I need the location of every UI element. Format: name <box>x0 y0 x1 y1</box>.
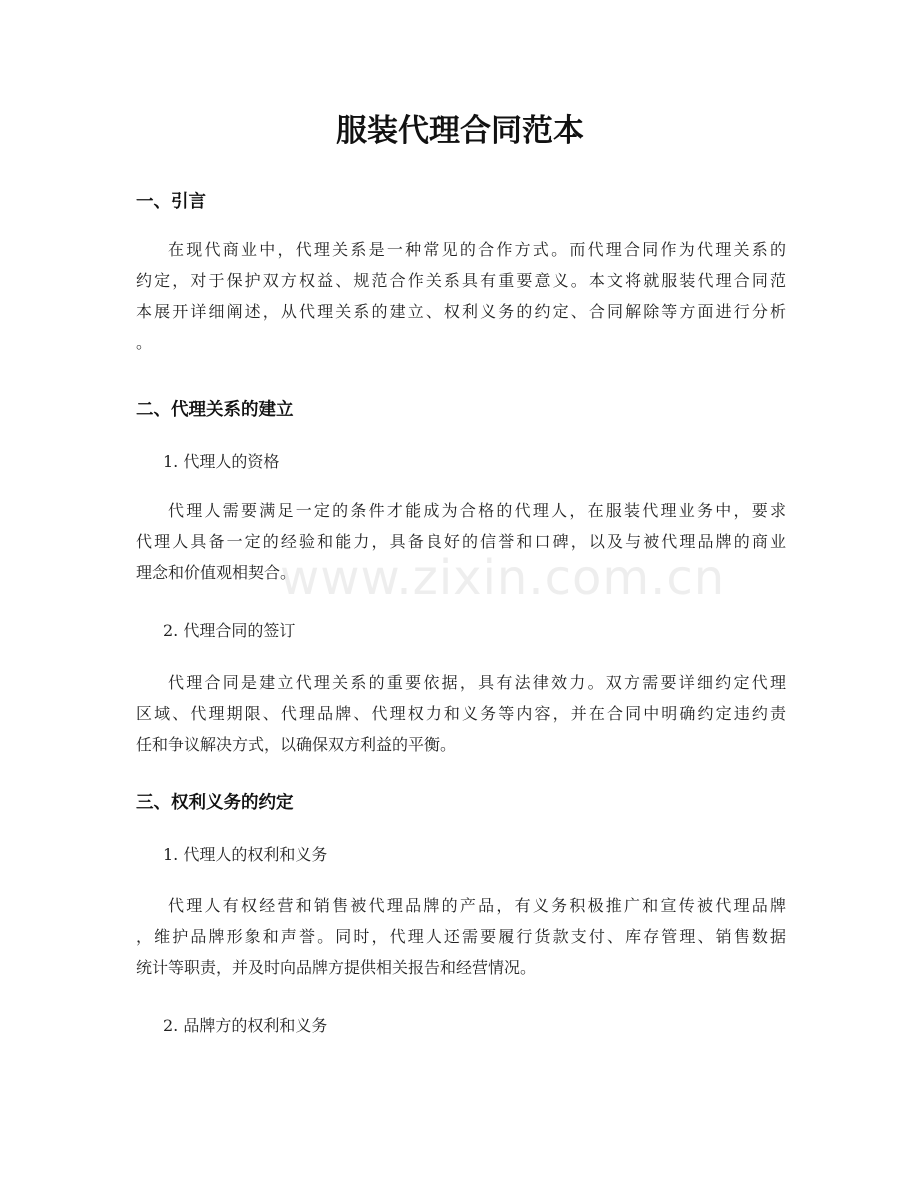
paragraph-line: 本展开详细阐述，从代理关系的建立、权利义务的约定、合同解除等方面进行分析 <box>136 302 786 321</box>
subsection-heading-agent-rights: 1. 代理人的权利和义务 <box>163 845 328 864</box>
paragraph-line: 。 <box>136 333 153 352</box>
paragraph-line: 在现代商业中，代理关系是一种常见的合作方式。而代理合同作为代理关系的 <box>168 240 786 259</box>
subsection-heading-agent-qualification: 1. 代理人的资格 <box>163 452 280 471</box>
section-heading-agency-establishment: 二、代理关系的建立 <box>136 400 294 420</box>
subsection-paragraph-contract-signing <box>136 667 786 760</box>
paragraph-line: 统计等职责，并及时向品牌方提供相关报告和经营情况。 <box>136 958 537 977</box>
section-heading-rights-obligations: 三、权利义务的约定 <box>136 793 294 813</box>
paragraph-line: 任和争议解决方式，以确保双方利益的平衡。 <box>136 735 457 754</box>
paragraph-line: 代理人需要满足一定的条件才能成为合格的代理人，在服装代理业务中，要求 <box>168 501 786 520</box>
subsection-paragraph-agent-rights <box>136 890 786 983</box>
section-heading-introduction: 一、引言 <box>136 192 206 212</box>
section-paragraph-introduction <box>136 234 786 358</box>
paragraph-line: 约定，对于保护双方权益、规范合作关系具有重要意义。本文将就服装代理合同范 <box>136 271 786 290</box>
document-title: 服装代理合同范本 <box>336 113 584 149</box>
subsection-heading-brand-rights: 2. 品牌方的权利和义务 <box>163 1016 328 1035</box>
paragraph-line: ，维护品牌形象和声誉。同时，代理人还需要履行货款支付、库存管理、销售数据 <box>136 927 786 946</box>
paragraph-line: 代理人具备一定的经验和能力，具备良好的信誉和口碑，以及与被代理品牌的商业 <box>136 532 786 551</box>
subsection-heading-contract-signing: 2. 代理合同的签订 <box>163 621 296 640</box>
paragraph-line: 代理人有权经营和销售被代理品牌的产品，有义务积极推广和宣传被代理品牌 <box>168 896 786 915</box>
paragraph-line: 代理合同是建立代理关系的重要依据，具有法律效力。双方需要详细约定代理 <box>168 673 786 692</box>
paragraph-line: 区域、代理期限、代理品牌、代理权力和义务等内容，并在合同中明确约定违约责 <box>136 704 786 723</box>
watermark: www.zixin.com.cn <box>280 550 726 606</box>
paragraph-line: 理念和价值观相契合。 <box>136 563 297 582</box>
subsection-paragraph-agent-qualification <box>136 495 786 588</box>
